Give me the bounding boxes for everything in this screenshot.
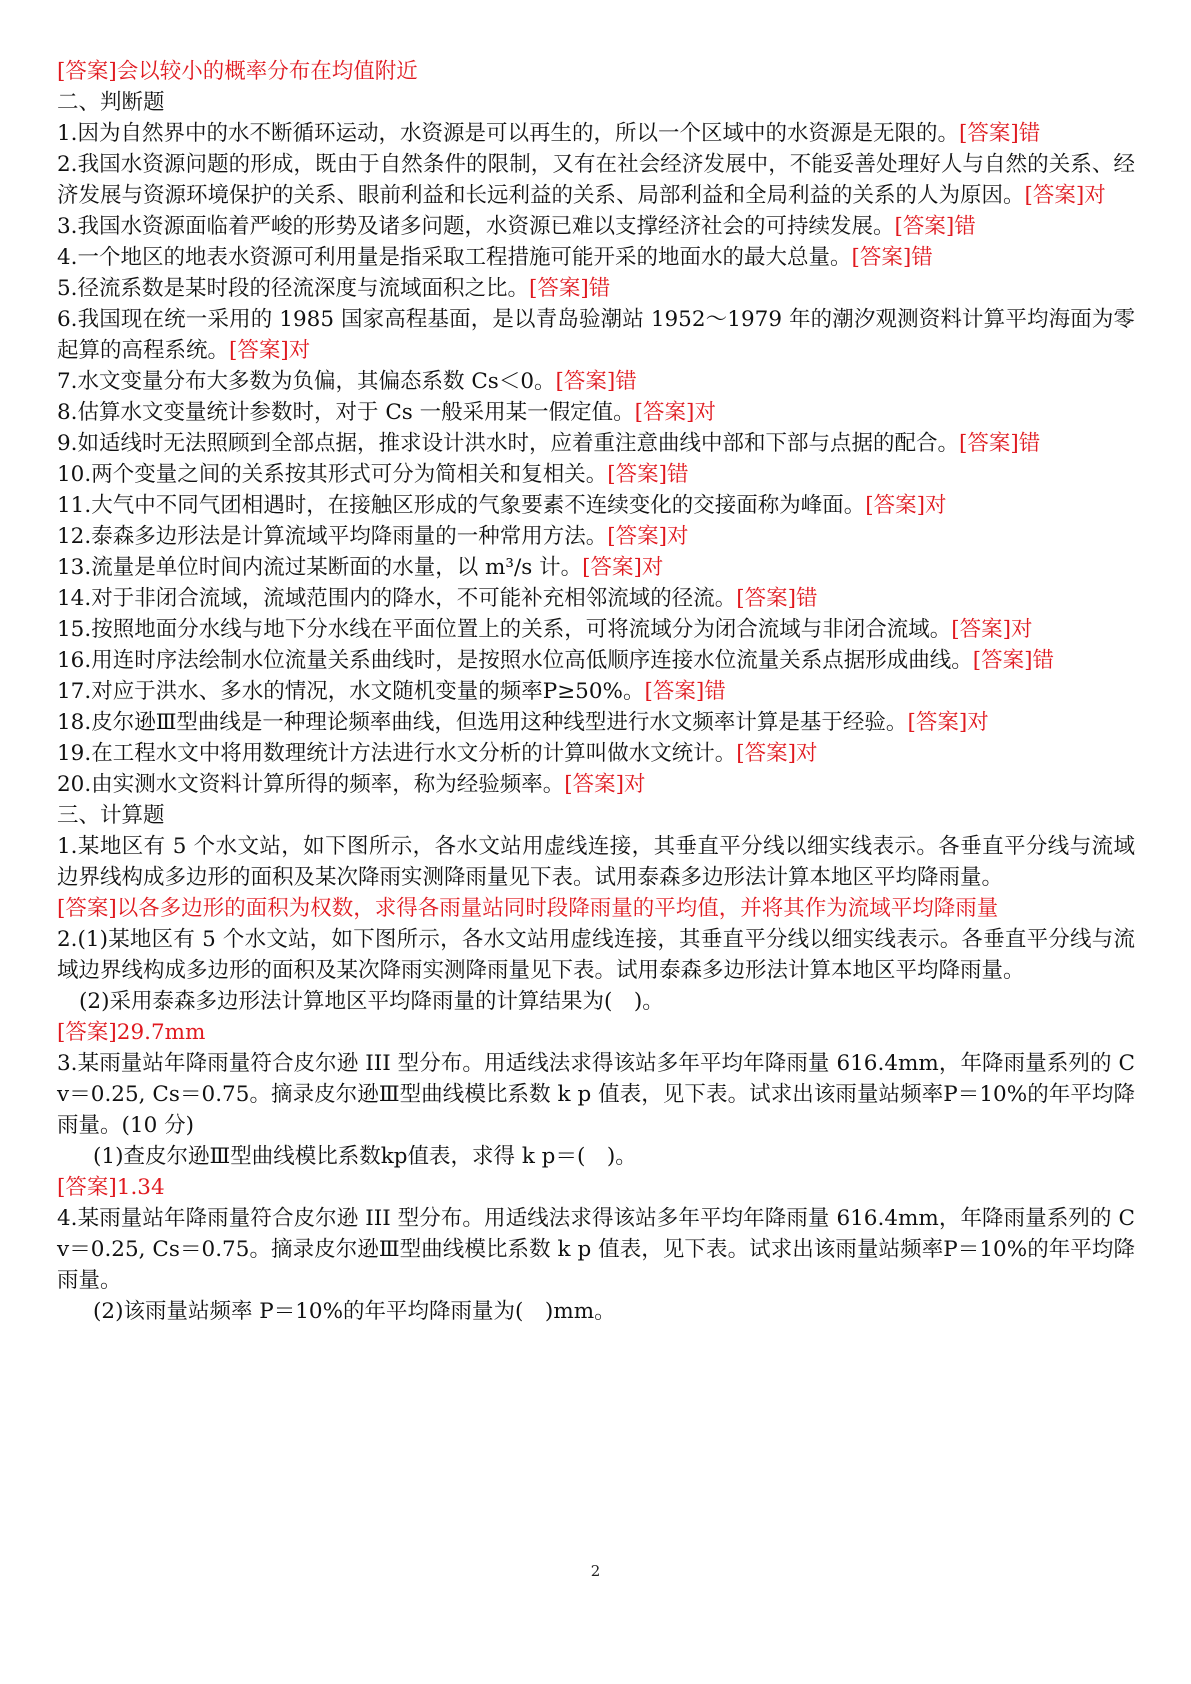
answer-text: [答案]对 <box>634 400 716 425</box>
line-text: 12.泰森多边形法是计算流域平均降雨量的一种常用方法。 <box>57 524 608 549</box>
text-line <box>57 211 1135 242</box>
answer-text: [答案]错 <box>959 431 1041 456</box>
text-line <box>57 304 1135 366</box>
line-text: 10.两个变量之间的关系按其形式可分为简相关和复相关。 <box>57 462 608 487</box>
text-line <box>57 1203 1135 1296</box>
text-line <box>57 583 1135 614</box>
text-line <box>57 87 1135 118</box>
text-line <box>57 149 1135 211</box>
line-text: 1.因为自然界中的水不断循环运动，水资源是可以再生的，所以一个区域中的水资源是无限的。 <box>57 121 960 146</box>
text-line <box>57 273 1135 304</box>
line-text: 9.如适线时无法照顾到全部点据，推求设计洪水时，应着重注意曲线中部和下部与点据的配合。 <box>57 431 960 456</box>
text-line <box>57 1141 1135 1172</box>
text-line <box>57 1017 1135 1048</box>
line-text: 19.在工程水文中将用数理统计方法进行水文分析的计算叫做水文统计。 <box>57 741 737 766</box>
line-text: 4.某雨量站年降雨量符合皮尔逊 III 型分布。用适线法求得该站多年平均年降雨量 616.4mm，年降雨量系列的 C v＝0.25, Cs＝0.75。摘录皮尔逊Ⅲ型曲线模比系数 k p 值表，见下表。试求出该雨量站频率P＝10%的年平均降雨量。 <box>57 1206 1135 1293</box>
line-text: 14.对于非闭合流域，流域范围内的降水，不可能补充相邻流域的径流。 <box>57 586 737 611</box>
text-line <box>57 366 1135 397</box>
answer-text: [答案]对 <box>229 338 311 363</box>
text-line <box>57 459 1135 490</box>
text-line <box>57 242 1135 273</box>
text-line <box>57 645 1135 676</box>
line-text: (2)采用泰森多边形法计算地区平均降雨量的计算结果为( )。 <box>79 989 664 1014</box>
line-text: 8.估算水文变量统计参数时，对于 Cs 一般采用某一假定值。 <box>57 400 635 425</box>
text-line <box>57 614 1135 645</box>
line-text: 2.(1)某地区有 5 个水文站，如下图所示，各水文站用虚线连接，其垂直平分线以细实线表示。各垂直平分线与流域边界线构成多边形的面积及某次降雨实测降雨量见下表。试用泰森多边形法计算本地区平均降雨量。 <box>57 927 1135 983</box>
line-text: 20.由实测水文资料计算所得的频率，称为经验频率。 <box>57 772 565 797</box>
text-line <box>57 707 1135 738</box>
text-line <box>57 986 1135 1017</box>
line-text: 1.某地区有 5 个水文站，如下图所示，各水文站用虚线连接，其垂直平分线以细实线表示。各垂直平分线与流域边界线构成多边形的面积及某次降雨实测降雨量见下表。试用泰森多边形法计算本地区平均降雨量。 <box>57 834 1135 890</box>
text-line <box>57 521 1135 552</box>
answer-text: [答案]对 <box>607 524 689 549</box>
text-line <box>57 676 1135 707</box>
text-line <box>57 738 1135 769</box>
answer-text: [答案]以各多边形的面积为权数，求得各雨量站同时段降雨量的平均值，并将其作为流域平均降雨量 <box>57 896 999 921</box>
answer-text: [答案]错 <box>529 276 611 301</box>
line-text: 6.我国现在统一采用的 1985 国家高程基面，是以青岛验潮站 1952～1979 年的潮汐观测资料计算平均海面为零起算的高程系统。 <box>57 307 1135 363</box>
answer-text: [答案]错 <box>894 214 976 239</box>
answer-text: [答案]对 <box>1024 183 1106 208</box>
text-line <box>57 428 1135 459</box>
line-text: 16.用连时序法绘制水位流量关系曲线时，是按照水位高低顺序连接水位流量关系点据形成曲线。 <box>57 648 973 673</box>
page-number: 2 <box>590 1562 601 1580</box>
text-line <box>57 800 1135 831</box>
line-text: 11.大气中不同气团相遇时，在接触区形成的气象要素不连续变化的交接面称为峰面。 <box>57 493 866 518</box>
text-line <box>57 831 1135 893</box>
text-line <box>57 397 1135 428</box>
text-line <box>57 1296 1135 1327</box>
answer-text: [答案]错 <box>851 245 933 270</box>
answer-text: [答案]对 <box>907 710 989 735</box>
answer-text: [答案]错 <box>972 648 1054 673</box>
text-line <box>57 1048 1135 1141</box>
line-text: 5.径流系数是某时段的径流深度与流域面积之比。 <box>57 276 530 301</box>
answer-text: [答案]会以较小的概率分布在均值附近 <box>57 59 418 84</box>
answer-text: [答案]29.7mm <box>57 1020 206 1045</box>
line-text: 4.一个地区的地表水资源可利用量是指采取工程措施可能开采的地面水的最大总量。 <box>57 245 852 270</box>
text-line <box>57 769 1135 800</box>
text-line <box>57 1172 1135 1203</box>
text-line <box>57 552 1135 583</box>
answer-text: [答案]对 <box>865 493 947 518</box>
text-line <box>57 118 1135 149</box>
answer-text: [答案]错 <box>959 121 1041 146</box>
answer-text: [答案]错 <box>555 369 637 394</box>
answer-text: [答案]错 <box>736 586 818 611</box>
answer-text: [答案]对 <box>736 741 818 766</box>
text-line <box>57 56 1135 87</box>
answer-text: [答案]对 <box>951 617 1033 642</box>
line-text: 15.按照地面分水线与地下分水线在平面位置上的关系，可将流域分为闭合流域与非闭合流域。 <box>57 617 952 642</box>
answer-text: [答案]对 <box>564 772 646 797</box>
line-text: 7.水文变量分布大多数为负偏，其偏态系数 Cs＜0。 <box>57 369 556 394</box>
document-body <box>57 56 1135 1327</box>
line-text: 18.皮尔逊Ⅲ型曲线是一种理论频率曲线，但选用这种线型进行水文频率计算是基于经验。 <box>57 710 908 735</box>
text-line <box>57 924 1135 986</box>
line-text: 3.某雨量站年降雨量符合皮尔逊 III 型分布。用适线法求得该站多年平均年降雨量 616.4mm，年降雨量系列的 C v＝0.25, Cs＝0.75。摘录皮尔逊Ⅲ型曲线模比系数 k p 值表，见下表。试求出该雨量站频率P＝10%的年平均降雨量。(10 分) <box>57 1051 1135 1138</box>
line-text: (2)该雨量站频率 P＝10%的年平均降雨量为( )mm。 <box>93 1299 616 1324</box>
line-text: 三、计算题 <box>57 803 165 828</box>
answer-text: [答案]错 <box>644 679 726 704</box>
line-text: (1)查皮尔逊Ⅲ型曲线模比系数kp值表，求得 k p＝( )。 <box>93 1144 637 1169</box>
line-text: 13.流量是单位时间内流过某断面的水量，以 m³/s 计。 <box>57 555 583 580</box>
line-text: 17.对应于洪水、多水的情况，水文随机变量的频率P≥50%。 <box>57 679 645 704</box>
answer-text: [答案]1.34 <box>57 1175 165 1200</box>
text-line <box>57 490 1135 521</box>
line-text: 3.我国水资源面临着严峻的形势及诸多问题，水资源已难以支撑经济社会的可持续发展。 <box>57 214 895 239</box>
line-text: 2.我国水资源问题的形成，既由于自然条件的限制，又有在社会经济发展中，不能妥善处理好人与自然的关系、经济发展与资源环境保护的关系、眼前利益和长远利益的关系、局部利益和全局利益的关系的人为原因。 <box>57 152 1135 208</box>
answer-text: [答案]对 <box>582 555 664 580</box>
line-text: 二、判断题 <box>57 90 165 115</box>
text-line <box>57 893 1135 924</box>
answer-text: [答案]错 <box>607 462 689 487</box>
